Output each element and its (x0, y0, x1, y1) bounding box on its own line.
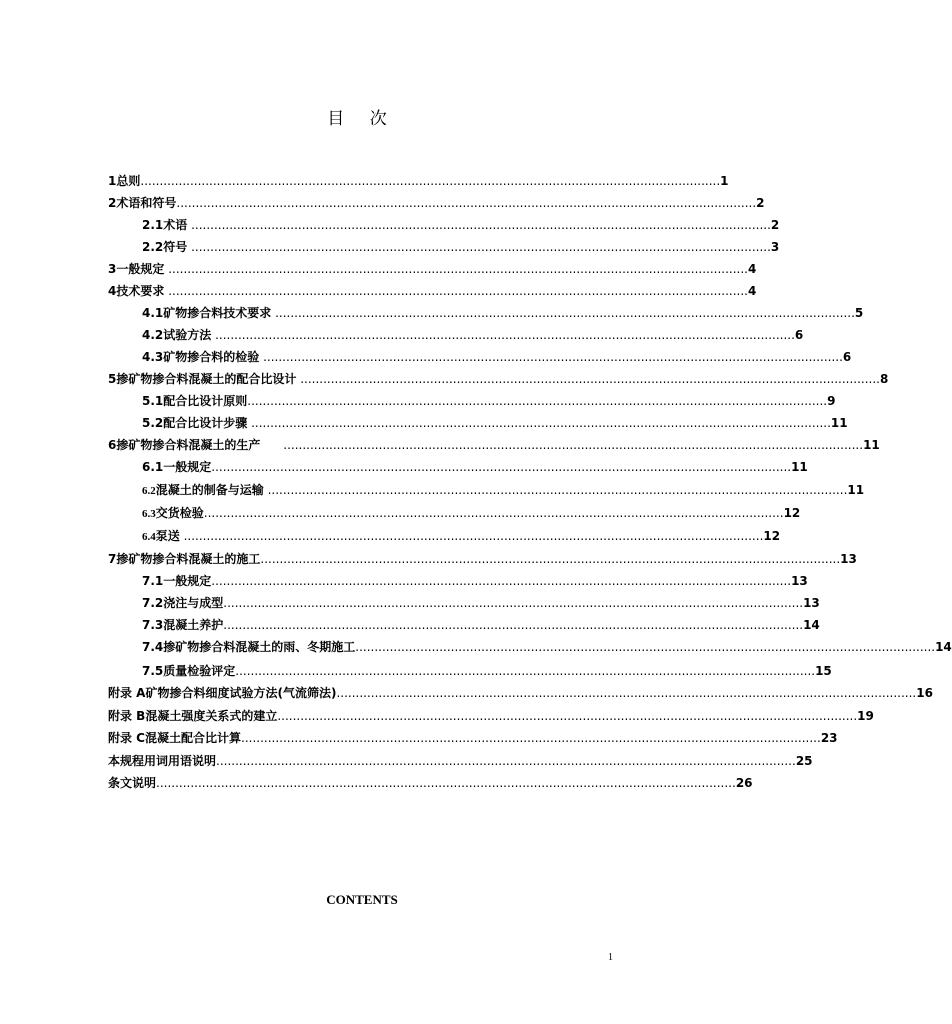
toc-entry[interactable] (142, 412, 848, 434)
toc-entry-label: 掺矿物掺合料混凝土的施工 (116, 552, 261, 566)
toc-leader-dots: ........................................................................................................................................................ (223, 618, 804, 632)
toc-entry-number: 附录 A (108, 686, 146, 700)
toc-entry-page: 19 (857, 709, 874, 723)
toc-entry[interactable] (142, 502, 801, 524)
toc-entry-label: 本规程用词用语说明 (108, 754, 217, 768)
toc-entry-label: 一般规定 (116, 262, 165, 276)
toc-entry-number: 4.1 (142, 306, 164, 320)
toc-entry[interactable] (108, 192, 765, 214)
toc-entry-number: 6 (108, 438, 117, 452)
toc-entry-label: 掺矿物掺合料混凝土的配合比设计 (116, 372, 297, 386)
toc-entry[interactable] (142, 346, 852, 368)
toc-entry-page: 13 (803, 596, 820, 610)
toc-entry[interactable] (108, 705, 874, 727)
contents-heading: CONTENTS (326, 892, 398, 907)
toc-entry-page: 11 (863, 438, 880, 452)
toc-leader-dots: ........................................................................................................................................................ (176, 196, 757, 210)
toc-entry-page: 13 (791, 574, 808, 588)
page-number: 1 (608, 952, 613, 963)
toc-entry-label: 技术要求 (116, 284, 165, 298)
toc-entry-label: 混凝土强度关系式的建立 (145, 709, 278, 723)
toc-entry[interactable] (142, 302, 864, 324)
page-title: 目 次 (327, 109, 397, 129)
toc-entry-number: 附录 B (108, 709, 146, 723)
toc-entry-label: 质量检验评定 (163, 664, 236, 678)
toc-entry-label: 矿物掺合料技术要求 (163, 306, 272, 320)
toc-entry[interactable] (142, 236, 780, 258)
toc-leader-dots: ........................................................................................................................................................ (140, 174, 721, 188)
toc-entry-label: 矿物掺合料细度试验方法(气流筛法) (145, 686, 337, 700)
toc-entry[interactable] (108, 258, 757, 280)
toc-entry-page: 4 (748, 262, 757, 276)
toc-entry-page: 15 (815, 664, 832, 678)
toc-entry-number: 7.1 (142, 574, 164, 588)
toc-entry[interactable] (142, 479, 865, 501)
toc-entry[interactable] (108, 170, 729, 192)
toc-entry-label: 配合比设计原则 (163, 394, 248, 408)
toc-entry[interactable] (142, 456, 808, 478)
toc-entry-page: 25 (795, 754, 813, 768)
toc-entry-page: 14 (935, 640, 952, 654)
toc-entry-page: 11 (830, 416, 848, 430)
toc-entry-page: 2 (770, 218, 780, 232)
toc-entry-number: 附录 C (108, 731, 145, 745)
toc-leader-dots: ........................................................................................................................................................ (260, 438, 864, 452)
toc-leader-dots: ........................................................................................................................................................ (223, 596, 804, 610)
toc-entry[interactable] (142, 390, 836, 412)
toc-leader-dots: ........................................................................................................................................................ (211, 328, 795, 342)
toc-entry[interactable] (142, 660, 832, 682)
toc-entry-page: 26 (735, 776, 753, 790)
toc-entry-label: 术语 (163, 218, 188, 232)
toc-entry[interactable] (142, 525, 781, 547)
toc-entry-number: 5 (108, 372, 117, 386)
toc-entry[interactable] (142, 592, 820, 614)
toc-entry-page: 6 (794, 328, 804, 342)
toc-entry-number: 6.4 (142, 531, 156, 543)
toc-entry-label: 泵送 (155, 529, 180, 543)
toc-entry-page: 16 (916, 686, 933, 700)
toc-entry-page: 4 (748, 284, 757, 298)
toc-leader-dots: ........................................................................................................................................................ (259, 350, 843, 364)
toc-entry[interactable] (108, 548, 857, 570)
toc-entry-label: 总则 (116, 174, 141, 188)
toc-leader-dots: ........................................................................................................................................................ (203, 506, 784, 520)
toc-leader-dots: ........................................................................................................................................................ (336, 686, 917, 700)
toc-entry[interactable] (142, 214, 780, 236)
toc-entry-number: 6.2 (142, 485, 156, 497)
toc-entry-page: 23 (820, 731, 838, 745)
toc-entry-page: 2 (756, 196, 765, 210)
toc-leader-dots: ........................................................................................................................................................ (355, 640, 936, 654)
toc-entry-page: 12 (783, 506, 801, 520)
toc-entry[interactable] (142, 636, 952, 658)
toc-entry-number: 7.4 (142, 640, 164, 654)
toc-entry-number: 5.2 (142, 416, 164, 430)
toc-entry[interactable] (108, 727, 838, 749)
toc-leader-dots: ........................................................................................................................................................ (277, 709, 858, 723)
toc-entry-label: 混凝土的制备与运输 (155, 483, 264, 497)
toc-entry-label: 术语和符号 (116, 196, 177, 210)
toc-entry-number: 3 (108, 262, 117, 276)
toc-entry-number: 5.1 (142, 394, 164, 408)
toc-leader-dots: ........................................................................................................................................................ (247, 394, 828, 408)
toc-entry-number: 4 (108, 284, 117, 298)
toc-entry-page: 13 (840, 552, 857, 566)
toc-entry-label: 交货检验 (155, 506, 204, 520)
toc-entry[interactable] (108, 434, 880, 456)
toc-leader-dots: ........................................................................................................................................................ (247, 416, 831, 430)
toc-entry[interactable] (108, 682, 933, 704)
toc-leader-dots: ........................................................................................................................................................ (164, 284, 748, 298)
toc-leader-dots: ........................................................................................................................................................ (179, 529, 764, 543)
toc-leader-dots: ........................................................................................................................................................ (164, 262, 748, 276)
toc-entry-page: 6 (842, 350, 852, 364)
toc-entry-label: 配合比设计步骤 (163, 416, 248, 430)
toc-entry-page: 12 (763, 529, 781, 543)
toc-entry-number: 7 (108, 552, 117, 566)
toc-entry-number: 2.1 (142, 218, 164, 232)
toc-entry-number: 6.3 (142, 508, 156, 520)
toc-entry-page: 8 (880, 372, 889, 386)
toc-leader-dots: ........................................................................................................................................................ (187, 218, 771, 232)
toc-entry-label: 符号 (163, 240, 188, 254)
toc-leader-dots: ........................................................................................................................................................ (216, 754, 796, 768)
toc-leader-dots: ........................................................................................................................................................ (235, 664, 816, 678)
toc-entry-label: 条文说明 (108, 776, 157, 790)
toc-leader-dots: ........................................................................................................................................................ (187, 240, 771, 254)
toc-entry[interactable] (142, 614, 820, 636)
toc-entry-number: 7.2 (142, 596, 164, 610)
toc-leader-dots: ........................................................................................................................................................ (260, 552, 841, 566)
toc-entry-page: 11 (791, 460, 808, 474)
toc-entry-number: 1 (108, 174, 117, 188)
toc-leader-dots: ........................................................................................................................................................ (156, 776, 736, 790)
toc-leader-dots: ........................................................................................................................................................ (211, 574, 792, 588)
toc-entry-page: 9 (827, 394, 836, 408)
toc-entry-label: 混凝土配合比计算 (145, 731, 242, 745)
toc-entry-page: 3 (770, 240, 780, 254)
toc-entry[interactable] (108, 368, 889, 390)
toc-entry-label: 一般规定 (163, 460, 212, 474)
toc-entry-page: 5 (854, 306, 864, 320)
toc-entry[interactable] (108, 280, 757, 302)
toc-entry-label: 浇注与成型 (163, 596, 224, 610)
toc-entry-page: 1 (720, 174, 729, 188)
toc-entry-number: 4.2 (142, 328, 164, 342)
toc-entry-number: 6.1 (142, 460, 164, 474)
toc-entry-label: 掺矿物掺合料混凝土的生产 (116, 438, 261, 452)
toc-entry-page: 14 (803, 618, 820, 632)
toc-entry-label: 掺矿物掺合料混凝土的雨、冬期施工 (163, 640, 356, 654)
toc-leader-dots: ........................................................................................................................................................ (211, 460, 792, 474)
toc-entry-number: 2.2 (142, 240, 164, 254)
toc-leader-dots: ........................................................................................................................................................ (271, 306, 855, 320)
toc-entry[interactable] (108, 750, 813, 772)
toc-entry-label: 一般规定 (163, 574, 212, 588)
toc-entry-page: 11 (847, 483, 865, 497)
toc-entry-label: 试验方法 (163, 328, 212, 342)
toc-leader-dots: ........................................................................................................................................................ (296, 372, 880, 386)
toc-entry-number: 7.5 (142, 664, 164, 678)
toc-entry-number: 2 (108, 196, 117, 210)
toc-leader-dots: ........................................................................................................................................................ (263, 483, 848, 497)
toc-entry-label: 矿物掺合料的检验 (163, 350, 260, 364)
toc-leader-dots: ........................................................................................................................................................ (241, 731, 821, 745)
toc-entry-label: 混凝土养护 (163, 618, 224, 632)
toc-entry[interactable] (108, 772, 753, 794)
toc-entry-number: 7.3 (142, 618, 164, 632)
toc-entry[interactable] (142, 324, 804, 346)
toc-entry[interactable] (142, 570, 808, 592)
toc-entry-number: 4.3 (142, 350, 164, 364)
